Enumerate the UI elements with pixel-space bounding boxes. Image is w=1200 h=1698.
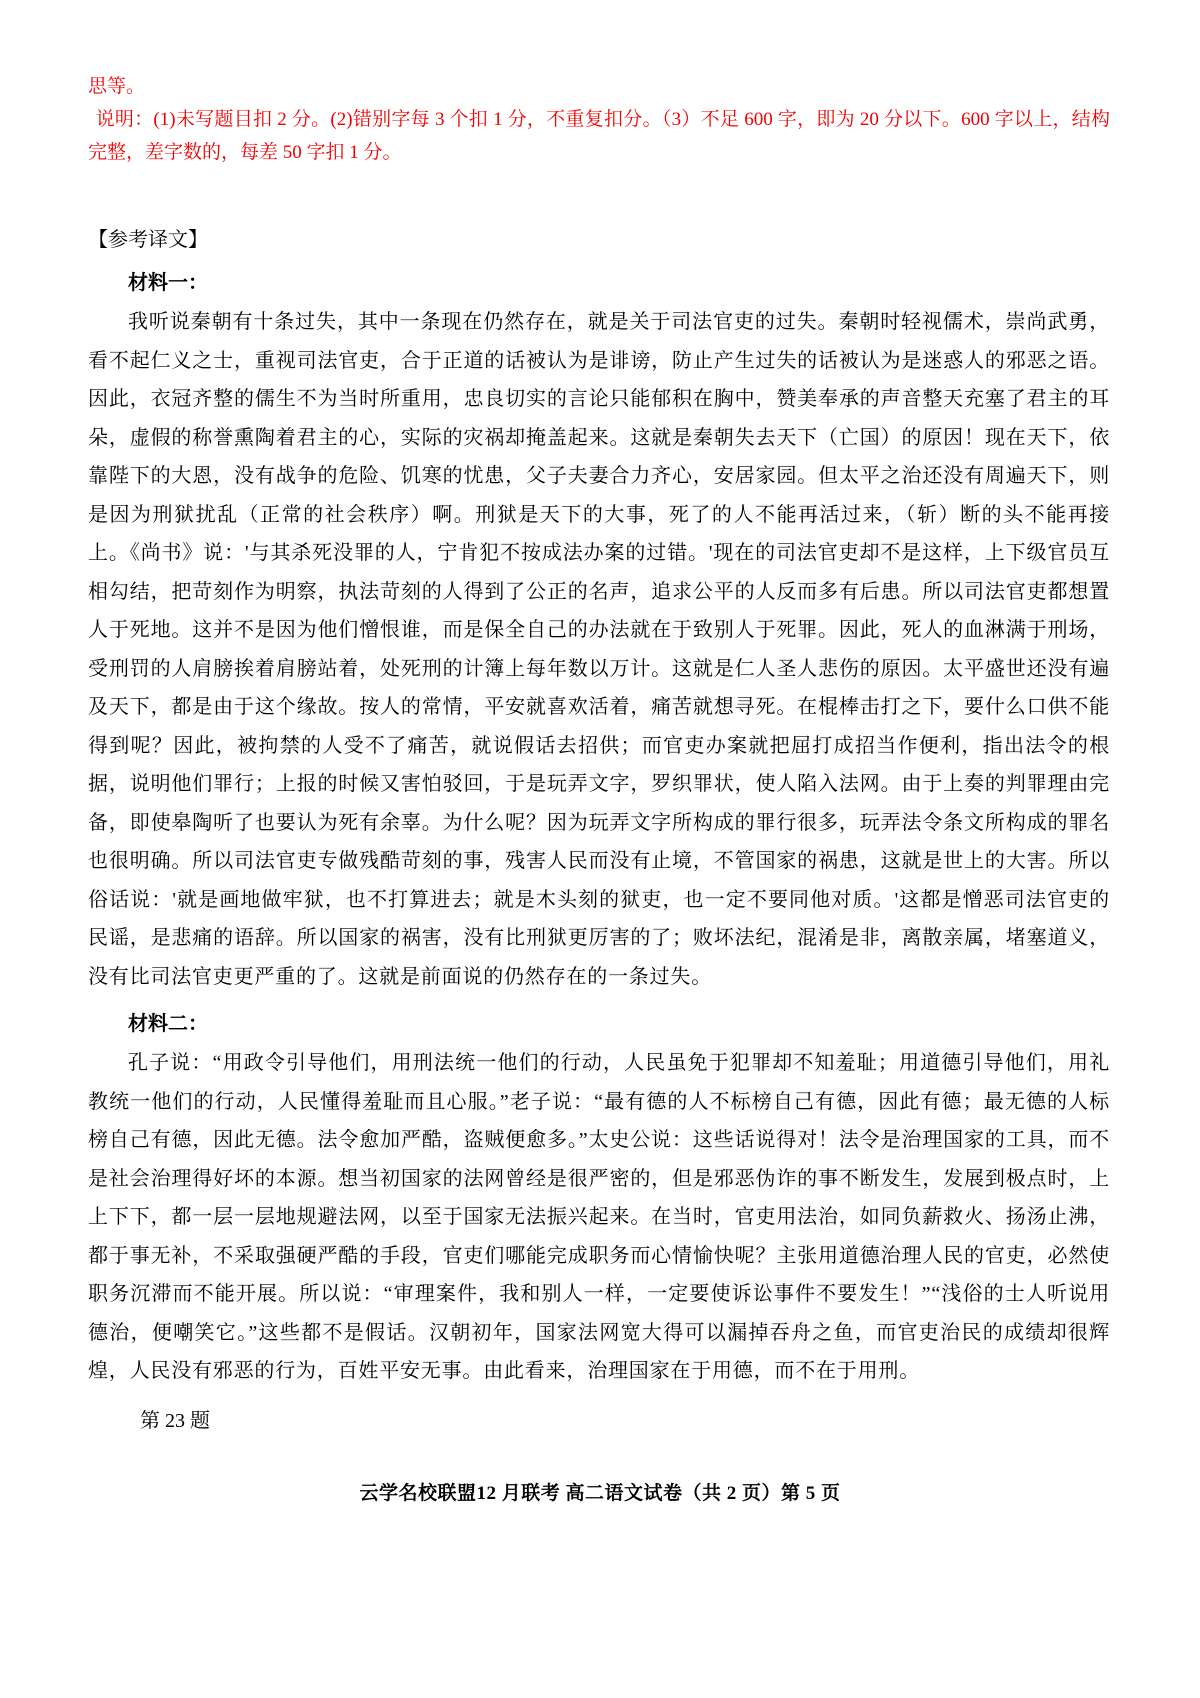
material1-translation-text: 我听说秦朝有十条过失，其中一条现在仍然存在，就是关于司法官吏的过失。秦朝时轻视儒术，崇尚武勇，看不起仁义之士，重视司法官吏，合于正道的话被认为是诽谤，防止产生过失的话被认为是迷惑人的邪恶之语。因此，衣冠齐整的儒生不为当时所重用，忠良切实的言论只能郁积在胸中，赞美奉承的声音整天充塞了君主的耳朵，虚假的称誉熏陶着君主的心，实际的灾祸却掩盖起来。这就是秦朝失去天下（亡国）的原因！现在天下，依靠陛下的大恩，没有战争的危险、饥寒的忧患，父子夫妻合力齐心，安居家园。但太平之治还没有周遍天下，则是因为刑狱扰乱（正常的社会秩序）啊。刑狱是天下的大事，死了的人不能再活过来，（斩）断的头不能再接上。《尚书》说：'与其杀死没罪的人，宁肯犯不按成法办案的过错。'现在的司法官吏却不是这样，上下级官员互相勾结，把苛刻作为明察，执法苛刻的人得到了公正的名声，追求公平的人反而多有后患。所以司法官吏都想置人于死地。这并不是因为他们憎恨谁，而是保全自己的办法就在于致别人于死罪。因此，死人的血淋满于刑场，受刑罚的人肩膀挨着肩膀站着，处死刑的计簿上每年数以万计。这就是仁人圣人悲伤的原因。太平盛世还没有遍及天下，都是由于这个缘故。按人的常情，平安就喜欢活着，痛苦就想寻死。在棍棒击打之下，要什么口供不能得到呢？因此，被拘禁的人受不了痛苦，就说假话去招供；而官吏办案就把屈打成招当作便利，指出法令的根据，说明他们罪行；上报的时候又害怕驳回，于是玩弄文字，罗织罪状，使人陷入法网。由于上奏的判罪理由完备，即使皋陶听了也要认为死有余辜。为什么呢？因为玩弄文字所构成的罪行很多，玩弄法令条文所构成的罪名也很明确。所以司法官吏专做残酷苛刻的事，残害人民而没有止境，不管国家的祸患，这就是世上的大害。所以俗话说：'就是画地做牢狱，也不打算进去；就是木头刻的狱吏，也一定不要同他对质。'这都是憎恶司法官吏的民谣，是悲痛的语辞。所以国家的祸害，没有比刑狱更厉害的了；败坏法纪，混淆是非，离散亲属，堵塞道义，没有比司法官吏更严重的了。这就是前面说的仍然存在的一条过失。: [88, 311, 1110, 988]
reference-translation-title: 【参考译文】: [88, 229, 208, 251]
page-footer: 云学名校联盟12 月联考 高二语文试卷（共 2 页）第 5 页: [359, 1483, 841, 1504]
question-23-label: 第 23 题: [140, 1409, 210, 1432]
material2-label: 材料二：: [128, 1013, 208, 1035]
material1-label: 材料一：: [128, 272, 208, 294]
note-continuation-line: 思等。: [88, 76, 146, 97]
material2-translation-text: 孔子说：“用政令引导他们，用刑法统一他们的行动，人民虽免于犯罪却不知羞耻；用道德引导他们，用礼教统一他们的行动，人民懂得羞耻而且心服。”老子说：“最有德的人不标榜自己有德，因此有德；最无德的人标榜自己有德，因此无德。法令愈加严酷，盗贼便愈多。”太史公说：这些话说得对！法令是治理国家的工具，而不是社会治理得好坏的本源。想当初国家的法网曾经是很严密的，但是邪恶伪诈的事不断发生，发展到极点时，上上下下，都一层一层地规避法网，以至于国家无法振兴起来。在当时，官吏用法治，如同负薪救火、扬汤止沸，都于事无补，不采取强硬严酷的手段，官吏们哪能完成职务而心情愉快呢？主张用道德治理人民的官吏，必然使职务沉滞而不能开展。所以说：“审理案件，我和别人一样，一定要使诉讼事件不要发生！”“浅俗的士人听说用德治，便嘲笑它。”这些都不是假话。汉朝初年，国家法网宽大得可以漏掉吞舟之鱼，而官吏治民的成绩却很辉煌，人民没有邪恶的行为，百姓平安无事。由此看来，治理国家在于用德，而不在于用刑。: [88, 1052, 1110, 1382]
grading-note-block: [88, 70, 1110, 169]
grading-instructions: 说明：(1)未写题目扣 2 分。(2)错别字每 3 个扣 1 分，不重复扣分。（3）不足 600 字，即为 20 分以下。600 字以上，结构完整，差字数的，每差 50 字扣 1 分。: [88, 109, 1110, 163]
